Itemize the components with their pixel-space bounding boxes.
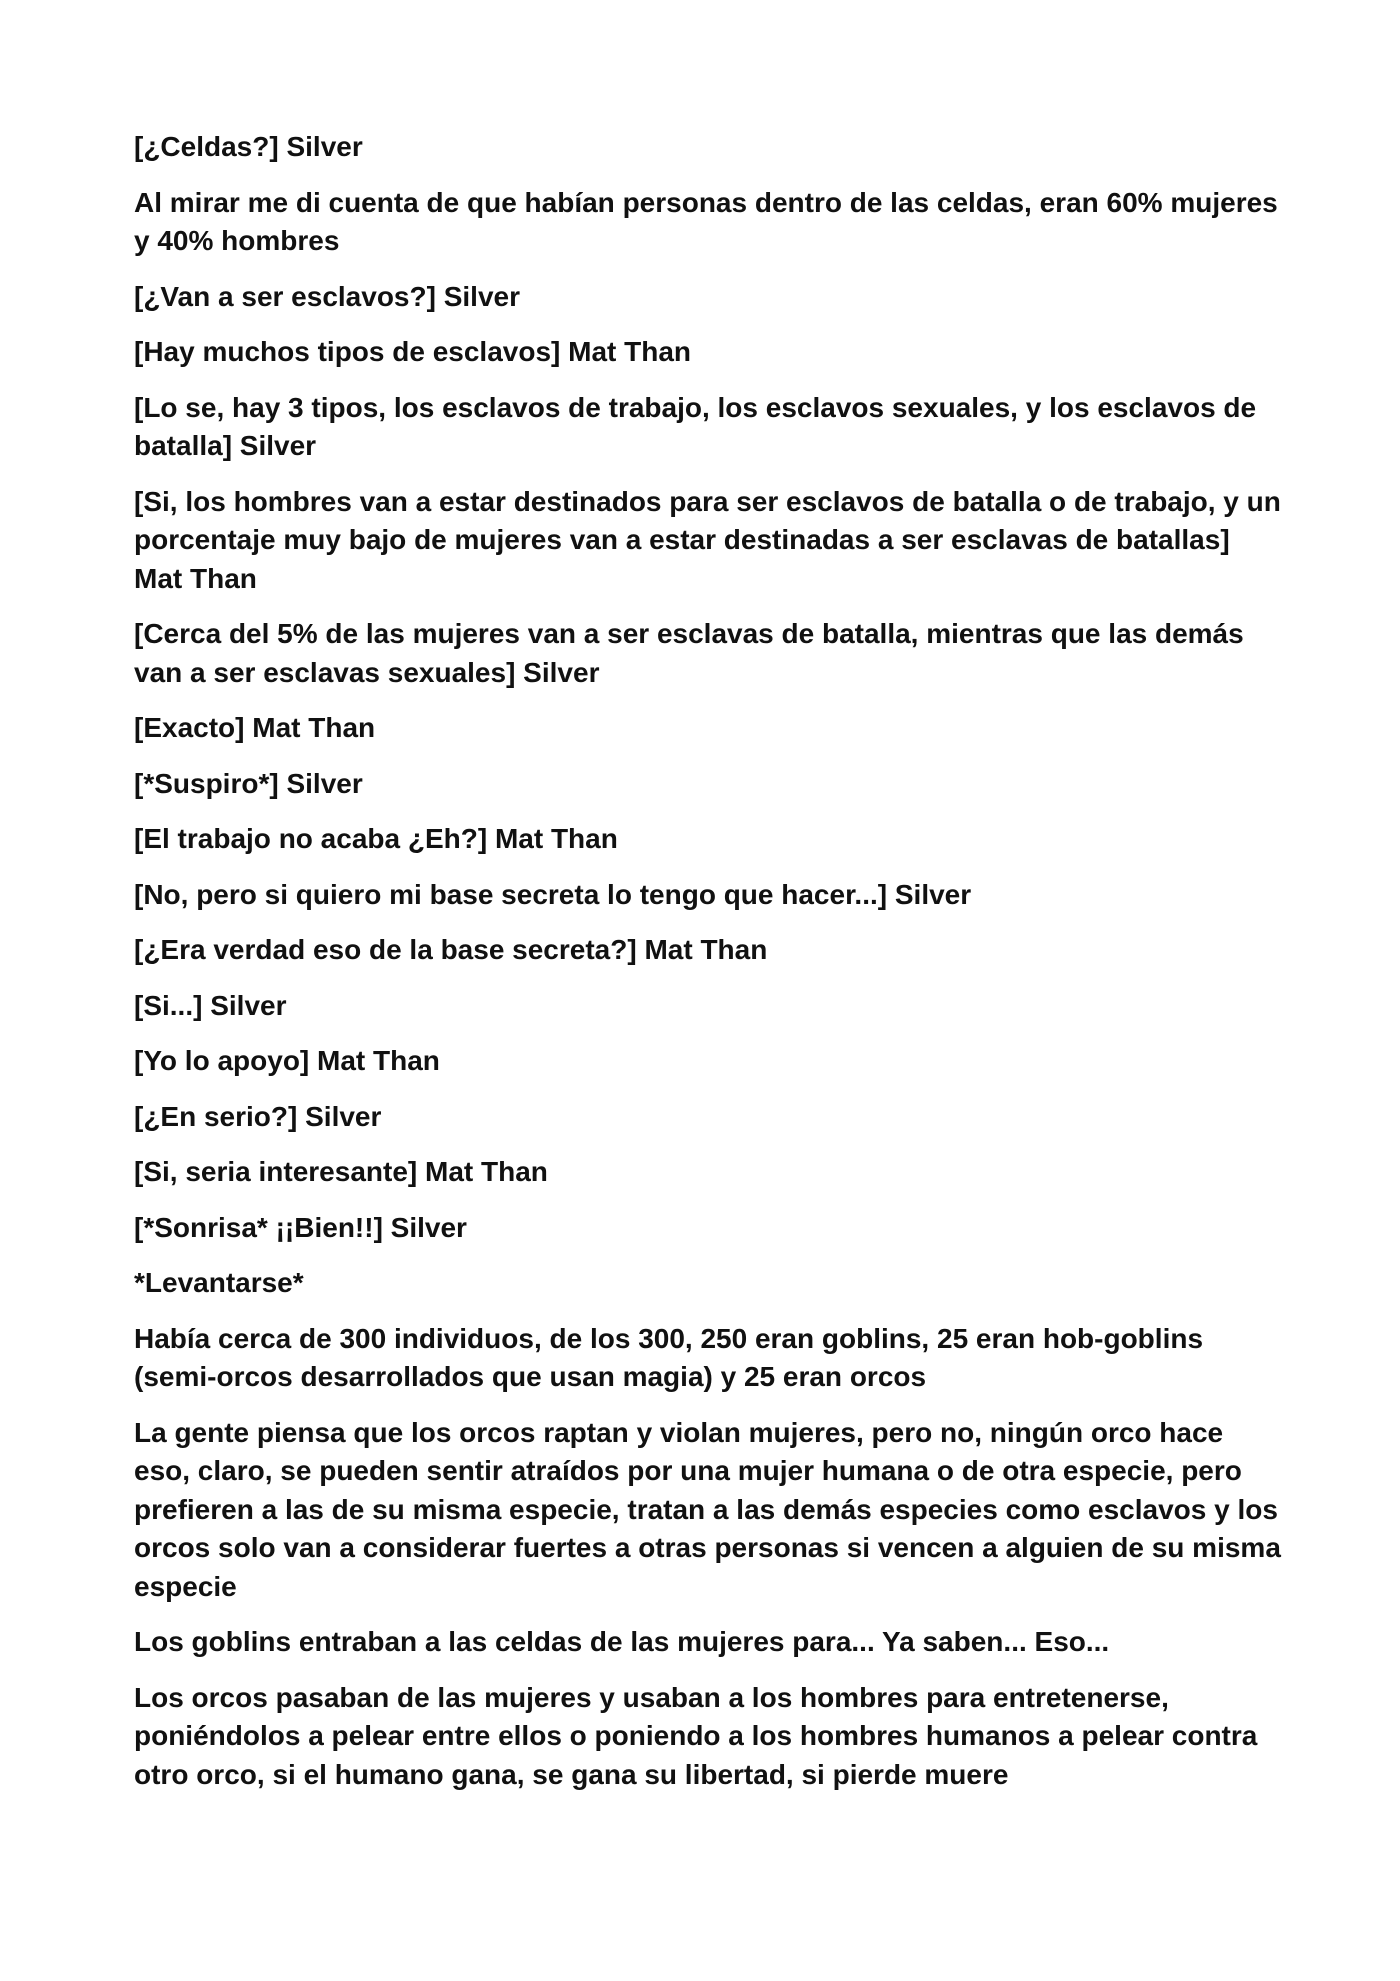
paragraph: *Levantarse* xyxy=(134,1267,304,1298)
paragraph: Había cerca de 300 individuos, de los 300, 250 eran goblins, 25 eran hob-goblins (semi-orcos desarrollados que usan magia) y 25 eran orcos xyxy=(134,1322,1204,1392)
paragraph: [Exacto] Mat Than xyxy=(134,712,376,743)
paragraph: Al mirar me di cuenta de que habían personas dentro de las celdas, eran 60% mujeres y 40% hombres xyxy=(134,186,1278,256)
paragraph: [Hay muchos tipos de esclavos] Mat Than xyxy=(134,336,692,367)
paragraph: [Si, seria interesante] Mat Than xyxy=(134,1156,548,1187)
paragraph: [¿Era verdad eso de la base secreta?] Mat Than xyxy=(134,934,768,965)
paragraph: [Si, los hombres van a estar destinados para ser esclavos de batalla o de trabajo, y un porcentaje muy bajo de mujeres van a estar destinadas a ser esclavas de batallas] Mat Than xyxy=(134,485,1281,594)
paragraph: [No, pero si quiero mi base secreta lo tengo que hacer...] Silver xyxy=(134,878,972,910)
paragraph: Los orcos pasaban de las mujeres y usaban a los hombres para entretenerse, poniéndolos a pelear entre ellos o poniendo a los hombres humanos a pelear contra otro orco, si el humano gana, se gana su libertad, si pierde muere xyxy=(134,1681,1258,1790)
paragraph: [¿Celdas?] Silver xyxy=(134,131,363,162)
paragraph: [Cerca del 5% de las mujeres van a ser esclavas de batalla, mientras que las demás van a ser esclavas sexuales] Silver xyxy=(134,618,1244,688)
paragraph: [Yo lo apoyo] Mat Than xyxy=(134,1045,440,1076)
paragraph: La gente piensa que los orcos raptan y violan mujeres, pero no, ningún orco hace eso, claro, se pueden sentir atraídos por una mujer humana o de otra especie, pero prefieren a las de su misma especie, tratan a las demás especies como esclavos y los orcos solo van a considerar fuertes a otras personas si vencen a alguien de su misma especie xyxy=(134,1416,1281,1602)
paragraph: [¿Van a ser esclavos?] Silver xyxy=(134,280,520,312)
document-body xyxy=(134,128,1284,1811)
paragraph: [El trabajo no acaba ¿Eh?] Mat Than xyxy=(134,823,618,854)
paragraph: [Lo se, hay 3 tipos, los esclavos de trabajo, los esclavos sexuales, y los esclavos de batalla] Silver xyxy=(134,391,1257,461)
paragraph: [*Sonrisa* ¡¡Bien!!] Silver xyxy=(134,1211,467,1243)
paragraph: [*Suspiro*] Silver xyxy=(134,767,363,799)
paragraph: [¿En serio?] Silver xyxy=(134,1100,382,1132)
paragraph: [Si...] Silver xyxy=(134,989,287,1021)
paragraph: Los goblins entraban a las celdas de las mujeres para... Ya saben... Eso... xyxy=(134,1626,1110,1657)
